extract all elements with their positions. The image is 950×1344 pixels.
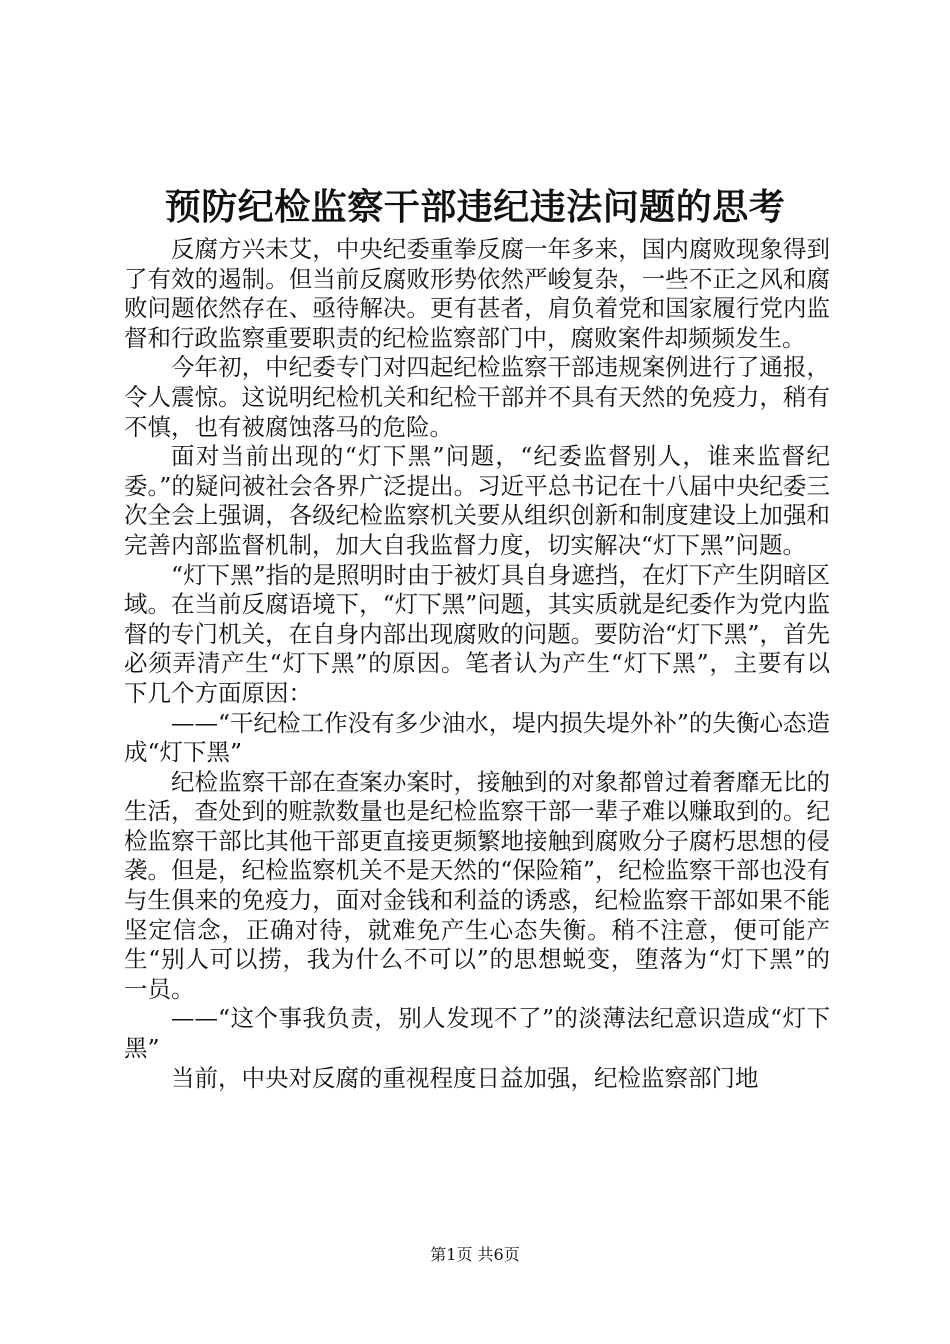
document-title: 预防纪检监察干部违纪违法问题的思考 xyxy=(164,186,786,228)
paragraph-4: “灯下黑”指的是照明时由于被灯具自身遮挡，在灯下产生阴暗区域。在当前反腐语境下，“灯下黑”问题，其实质就是纪委作为党内监督的专门机关，在自身内部出现腐败的问题。要防治“灯下黑”，首先必须弄清产生“灯下黑”的原因。笔者认为产生“灯下黑”，主要有以下几个方面原因： xyxy=(124,560,830,707)
paragraph-2: 今年初，中纪委专门对四起纪检监察干部违规案例进行了通报，令人震惊。这说明纪检机关和纪检干部并不具有天然的免疫力，稍有不慎，也有被腐蚀落马的危险。 xyxy=(124,353,830,441)
paragraph-6: 当前，中央对反腐的重视程度日益加强，纪检监察部门地 xyxy=(171,1063,759,1092)
section-heading-1: ——“干纪检工作没有多少油水，堤内损失堤外补”的失衡心态造成“灯下黑” xyxy=(124,708,830,767)
paragraph-3: 面对当前出现的“灯下黑”问题，“纪委监督别人，谁来监督纪委。”的疑问被社会各界广泛提出。习近平总书记在十八届中央纪委三次全会上强调，各级纪检监察机关要从组织创新和制度建设上加强和完善内部监督机制，加大自我监督力度，切实解决“灯下黑”问题。 xyxy=(124,442,830,559)
paragraph-5: 纪检监察干部在查案办案时，接触到的对象都曾过着奢靡无比的生活，查处到的赃款数量也是纪检监察干部一辈子难以赚取到的。纪检监察干部比其他干部更直接更频繁地接触到腐败分子腐朽思想的侵袭。但是，纪检监察机关不是天然的“保险箱”，纪检监察干部也没有与生俱来的免疫力，面对金钱和利益的诱惑，纪检监察干部如果不能坚定信念，正确对待，就难免产生心态失衡。稍不注意，便可能产生“别人可以捞，我为什么不可以”的思想蜕变，堕落为“灯下黑”的一员。 xyxy=(124,767,830,1003)
document-body xyxy=(124,235,830,1093)
paragraph-1: 反腐方兴未艾，中央纪委重拳反腐一年多来，国内腐败现象得到了有效的遏制。但当前反腐败形势依然严峻复杂，一些不正之风和腐败问题依然存在、亟待解决。更有甚者，肩负着党和国家履行党内监督和行政监察重要职责的纪检监察部门中，腐败案件却频频发生。 xyxy=(124,235,830,352)
section-heading-2: ——“这个事我负责，别人发现不了”的淡薄法纪意识造成“灯下黑” xyxy=(124,1004,830,1063)
page-number-footer: 第1页 共6页 xyxy=(430,1245,520,1264)
